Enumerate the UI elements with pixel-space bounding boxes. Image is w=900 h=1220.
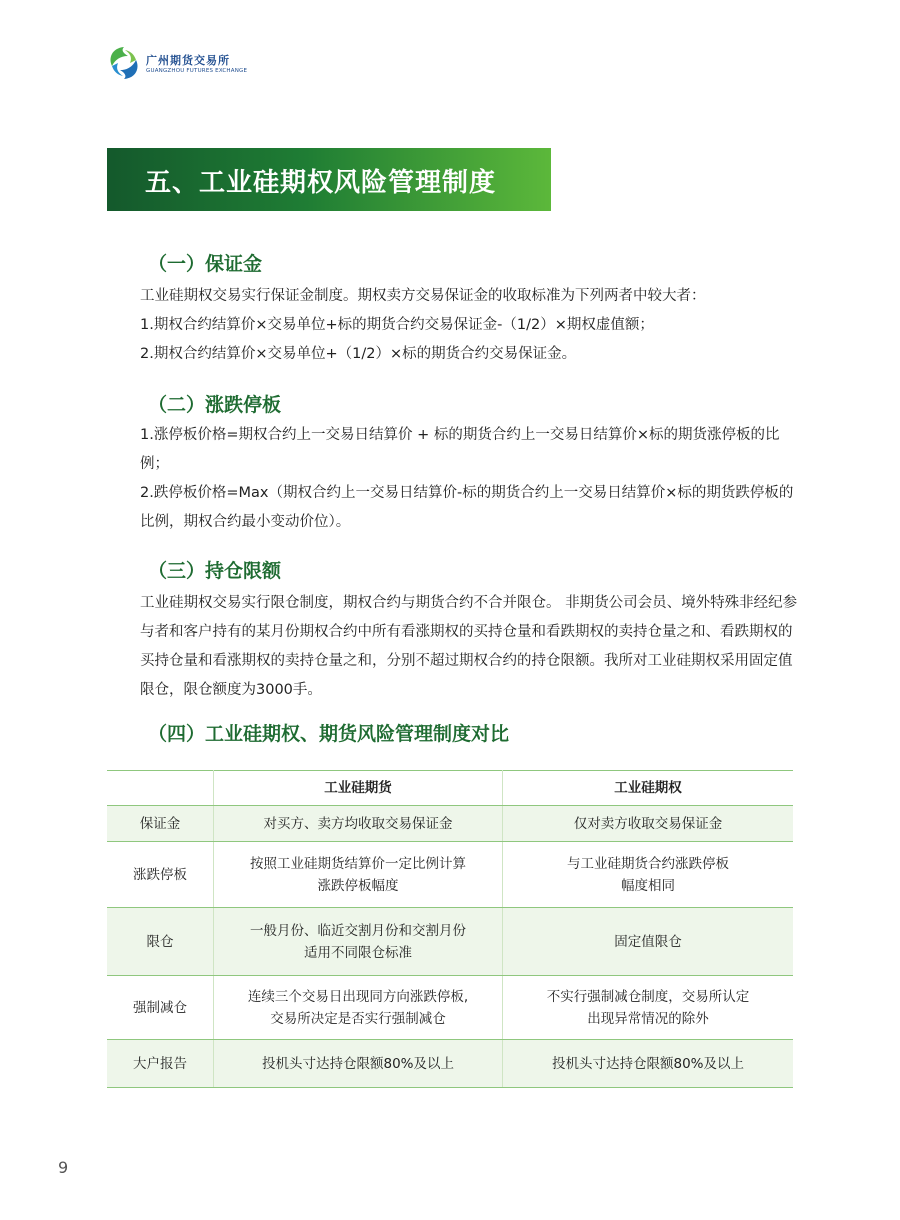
table-row [107,908,793,976]
row-label: 强制减仓 [107,976,214,1040]
cell-line: 投机头寸达持仓限额80%及以上 [261,1055,454,1072]
section-heading-margin: （一）保证金 [148,253,263,275]
price-limit-paragraph [140,421,800,537]
row-label: 涨跌停板 [107,842,214,908]
price-limit-item-1: 1.涨停板价格=期权合约上一交易日结算价 + 标的期货合约上一交易日结算价×标的期货涨停板的比例； [140,427,780,472]
cell-line: 交易所决定是否实行强制减仓 [270,1010,446,1027]
chapter-banner [107,148,551,211]
cell-line: 与工业硅期货合约涨跌停板 [567,855,729,872]
margin-paragraph [140,282,795,369]
table-row [107,806,793,842]
page-number: 9 [58,1158,69,1177]
options-cell [503,1040,794,1088]
table-header-futures: 工业硅期货 [214,771,503,806]
cell-line: 一般月份、临近交割月份和交割月份 [250,922,466,939]
section-heading-price-limit: （二）涨跌停板 [148,394,282,416]
table-row [107,1040,793,1088]
cell-line: 不实行强制减仓制度，交易所认定 [546,988,750,1005]
options-cell [503,908,794,976]
futures-cell [214,1040,503,1088]
margin-item-1: 1.期权合约结算价×交易单位+标的期货合约交易保证金-（1/2）×期权虚值额； [140,317,654,333]
cell-line: 涨跌停板幅度 [317,877,399,894]
table-header-options: 工业硅期权 [503,771,794,806]
options-cell [503,842,794,908]
margin-intro: 工业硅期权交易实行保证金制度。期权卖方交易保证金的收取标准为下列两者中较大者： [140,288,706,304]
logo-text-en: GUANGZHOU FUTURES EXCHANGE [146,68,248,74]
exchange-logo-icon [106,44,142,82]
table-row [107,976,793,1040]
cell-line: 对买方、卖方均收取交易保证金 [263,815,453,832]
cell-line: 连续三个交易日出现同方向涨跌停板, [247,988,469,1005]
section-heading-position-limit: （三）持仓限额 [148,560,282,582]
cell-line: 固定值限仓 [614,933,682,950]
options-cell [503,806,794,842]
position-limit-paragraph: 工业硅期权交易实行限仓制度，期权合约与期货合约不合并限仓。 非期货公司会员、境外特殊非经纪参与者和客户持有的某月份期权合约中所有看涨期权的买持仓量和看跌期权的卖持仓量之和、看跌期权的买持仓量和看涨期权的卖持仓量之和，分别不超过期权合约的持仓限额。我所对工业硅期权采用固定值限仓，限仓额度为3000手。 [140,595,798,698]
cell-line: 出现异常情况的除外 [587,1010,709,1027]
cell-line: 适用不同限仓标准 [304,944,412,961]
margin-item-2: 2.期权合约结算价×交易单位+（1/2）×标的期货合约交易保证金。 [140,346,577,362]
futures-cell [214,976,503,1040]
cell-line: 投机头寸达持仓限额80%及以上 [551,1055,744,1072]
price-limit-item-2: 2.跌停板价格=Max（期权合约上一交易日结算价-标的期货合约上一交易日结算价×标的期货跌停板的比例，期权合约最小变动价位）。 [140,485,794,530]
futures-cell [214,908,503,976]
comparison-table [107,770,793,1088]
options-cell [503,976,794,1040]
row-label: 大户报告 [107,1040,214,1088]
chapter-title: 五、工业硅期权风险管理制度 [145,168,497,198]
futures-cell [214,842,503,908]
table-header-blank [107,771,214,806]
futures-cell [214,806,503,842]
logo-text-cn: 广州期货交易所 [146,54,230,67]
row-label: 保证金 [107,806,214,842]
section-heading-comparison: （四）工业硅期权、期货风险管理制度对比 [148,723,510,745]
cell-line: 幅度相同 [621,877,675,894]
table-header-row [107,771,793,806]
exchange-logo [106,44,246,84]
row-label: 限仓 [107,908,214,976]
cell-line: 仅对卖方收取交易保证金 [573,815,723,832]
table-row [107,842,793,908]
cell-line: 按照工业硅期货结算价一定比例计算 [250,855,466,872]
